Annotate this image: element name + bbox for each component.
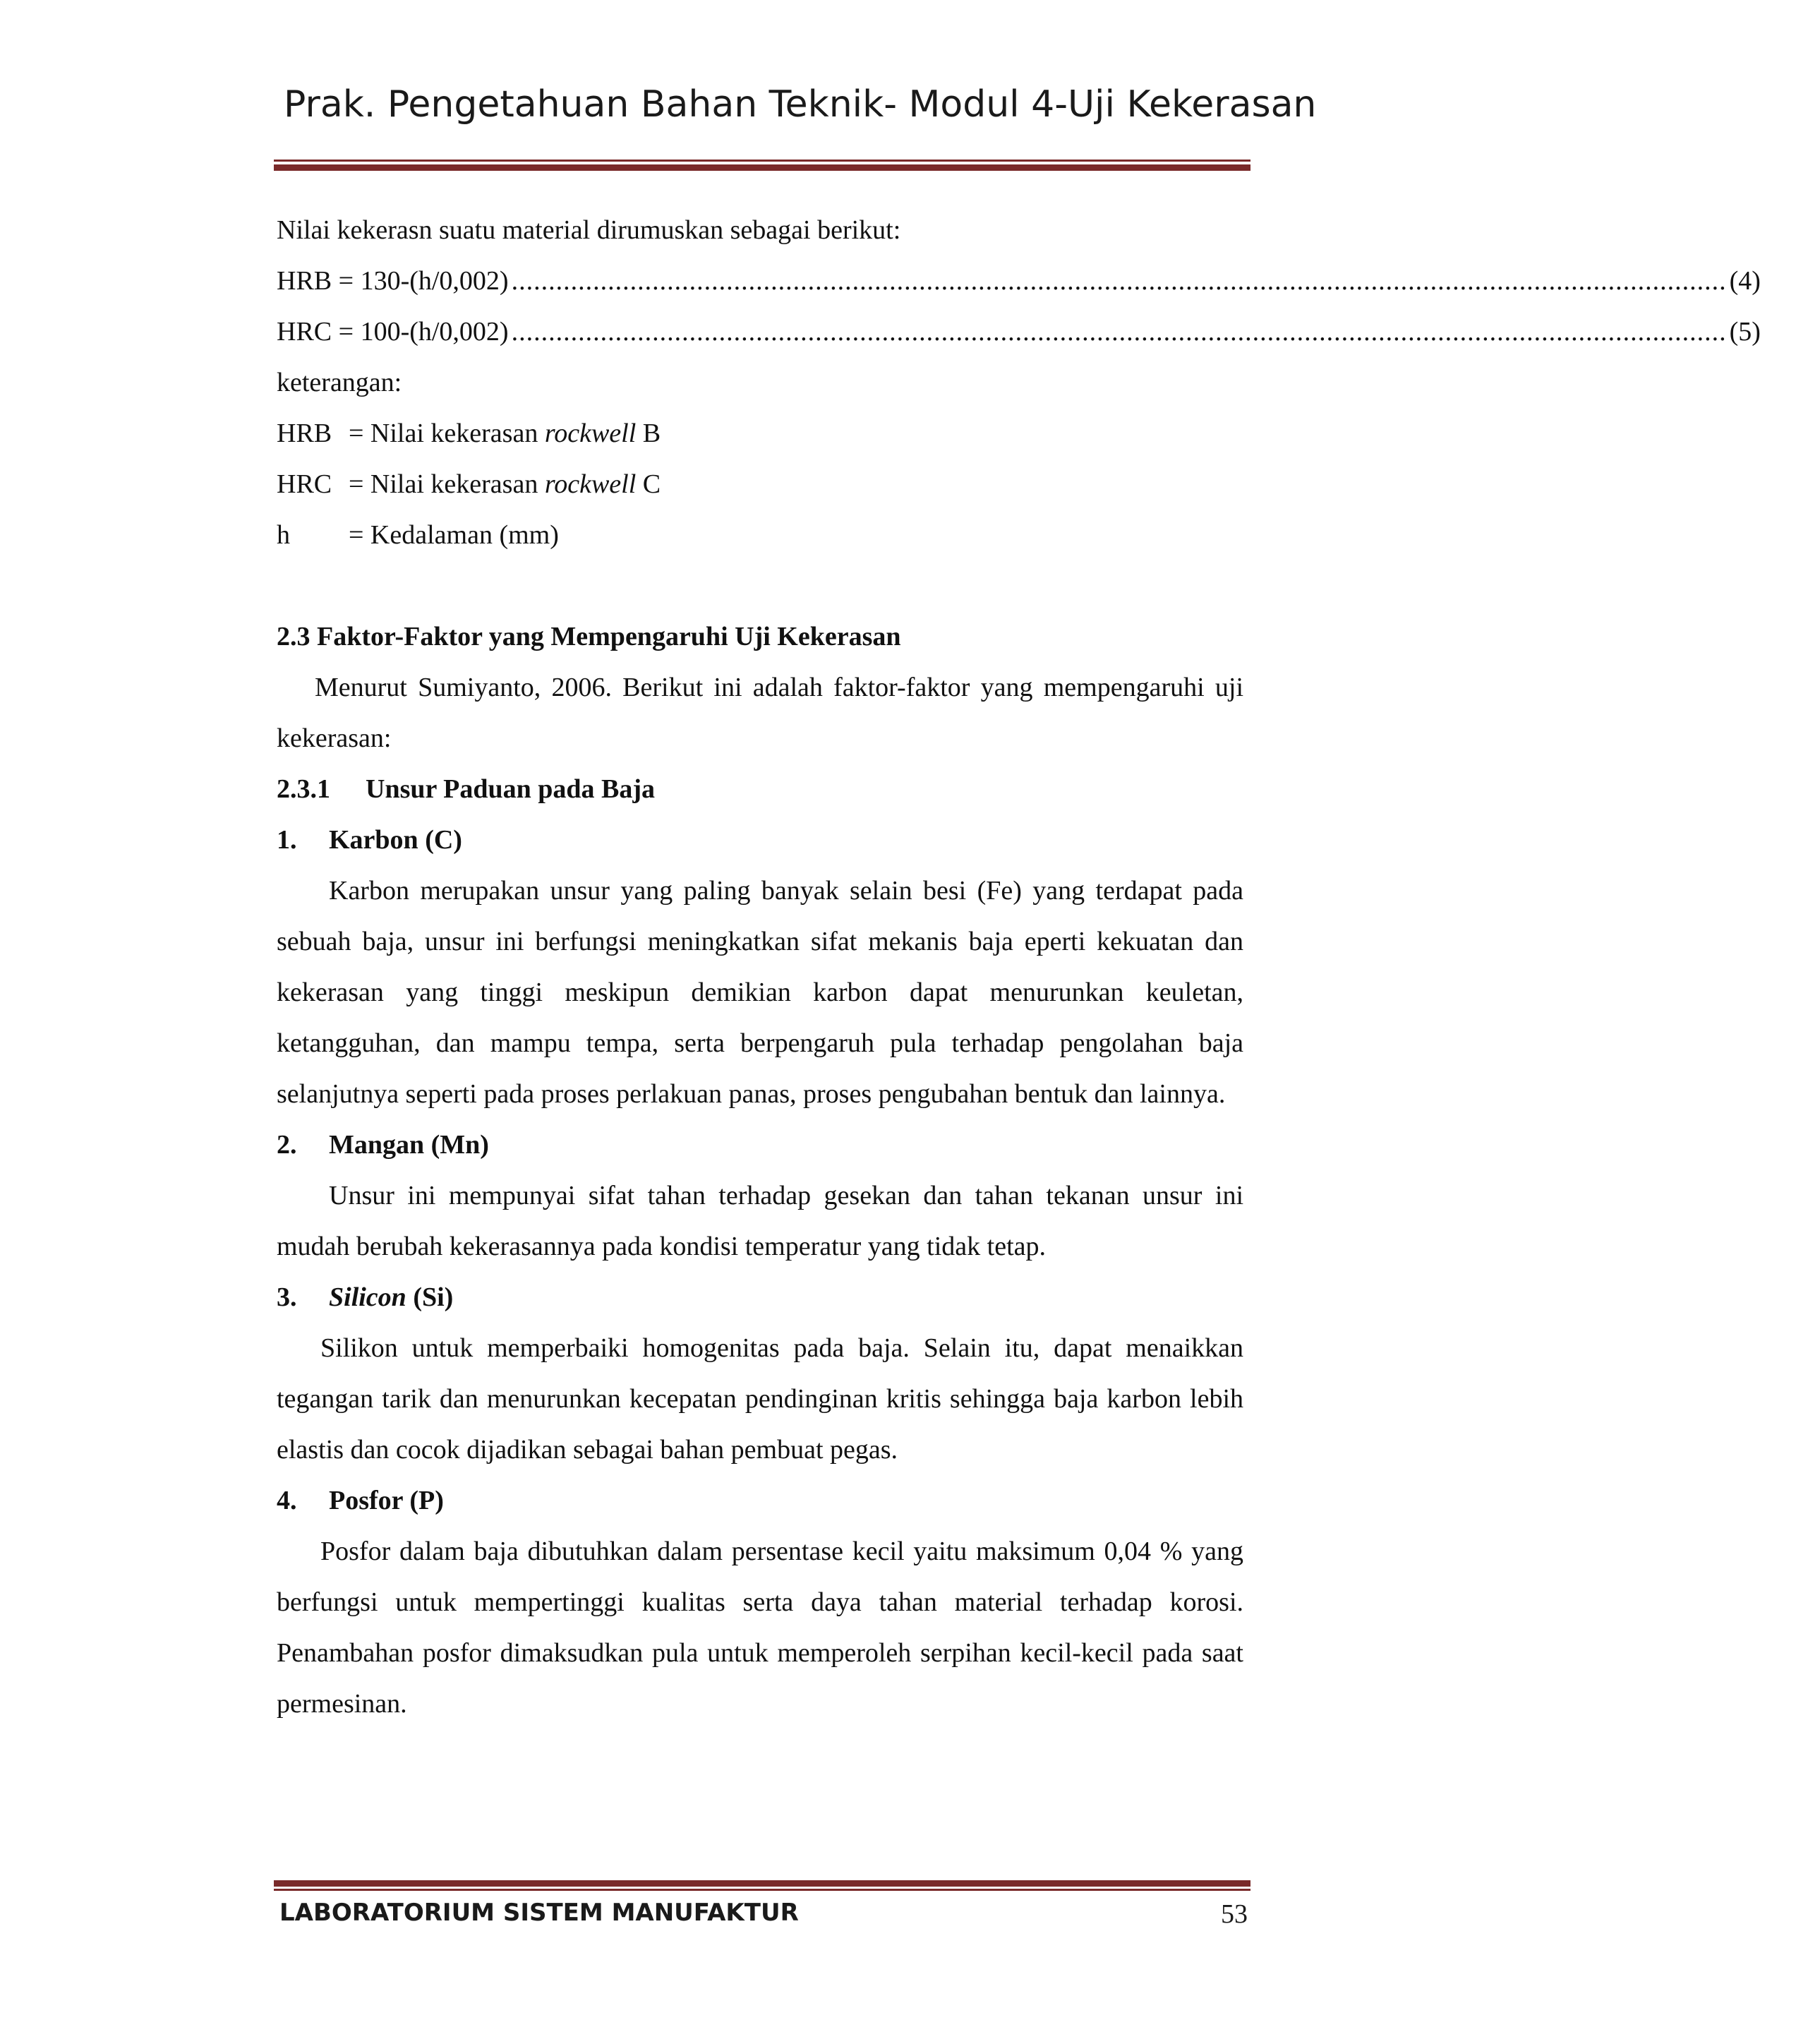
item-paragraph-mangan: Unsur ini mempunyai sifat tahan terhadap gesekan dan tahan tekanan unsur ini mudah berubah kekerasannya pada kondisi temperatur yang tidak tetap.	[277, 1181, 1243, 1261]
equation-hrc	[277, 306, 1761, 357]
subsection-heading	[277, 764, 1243, 814]
definition-term: HRC	[277, 469, 332, 499]
equation-hrb	[277, 256, 1761, 306]
item-title: Mangan (Mn)	[329, 1130, 489, 1160]
page-body	[277, 205, 1761, 1729]
definition-hrc	[277, 459, 1243, 510]
item-number: 4.	[277, 1486, 297, 1515]
section-intro-paragraph: Menurut Sumiyanto, 2006. Berikut ini adalah faktor-faktor yang mempengaruhi uji kekerasan:	[277, 673, 1243, 753]
definition-text: = Nilai kekerasan rockwell B	[349, 419, 661, 448]
footer-rule-thin	[274, 1889, 1250, 1891]
intro-line: Nilai kekerasn suatu material dirumuskan sebagai berikut:	[277, 215, 901, 245]
item-heading-carbon	[277, 814, 1243, 865]
item-title: Karbon (C)	[329, 825, 462, 855]
item-paragraph-silicon: Silikon untuk memperbaiki homogenitas pada baja. Selain itu, dapat menaikkan tegangan tarik dan menurunkan kecepatan pendinginan kritis sehingga baja karbon lebih elastis dan cocok dijadikan sebagai bahan pembuat pegas.	[277, 1333, 1243, 1465]
footer-lab-name: LABORATORIUM SISTEM MANUFAKTUR	[279, 1899, 799, 1927]
spacer	[277, 560, 1243, 611]
definition-text: = Kedalaman (mm)	[349, 520, 559, 550]
equation-number: (5)	[1729, 317, 1761, 347]
definition-hrb	[277, 408, 1243, 459]
footer-rule-thick	[274, 1880, 1250, 1887]
legend-label: keterangan:	[277, 368, 402, 397]
definition-text: = Nilai kekerasan rockwell C	[349, 469, 661, 499]
leader-dots: ....................................................................................................................................................................	[511, 266, 1727, 296]
page-number: 53	[1221, 1899, 1248, 1929]
item-heading-mangan	[277, 1119, 1243, 1170]
subsection-title: Unsur Paduan pada Baja	[366, 774, 656, 804]
definition-h	[277, 510, 1243, 560]
item-title: Silicon (Si)	[329, 1282, 454, 1312]
subsection-number: 2.3.1	[277, 774, 330, 804]
definition-term: h	[277, 520, 290, 550]
equation-number: (4)	[1729, 266, 1761, 296]
header-rule-thin	[274, 160, 1250, 162]
item-number: 1.	[277, 825, 297, 855]
item-number: 2.	[277, 1130, 297, 1160]
definition-term: HRB	[277, 419, 332, 448]
header-rule-thick	[274, 164, 1250, 171]
item-number: 3.	[277, 1282, 297, 1312]
item-paragraph-carbon: Karbon merupakan unsur yang paling banyak selain besi (Fe) yang terdapat pada sebuah baja, unsur ini berfungsi meningkatkan sifat mekanis baja eperti kekuatan dan kekerasan yang tinggi meskipun demikian karbon dapat menurunkan keuletan, ketangguhan, dan mampu tempa, serta berpengaruh pula terhadap pengolahan baja selanjutnya seperti pada proses perlakuan panas, proses pengubahan bentuk dan lainnya.	[277, 876, 1243, 1109]
item-heading-silicon	[277, 1272, 1243, 1323]
equation-formula: HRC = 100-(h/0,002)	[277, 317, 509, 347]
item-heading-posfor	[277, 1475, 1243, 1526]
equation-formula: HRB = 130-(h/0,002)	[277, 266, 509, 296]
item-paragraph-posfor: Posfor dalam baja dibutuhkan dalam persentase kecil yaitu maksimum 0,04 % yang berfungsi untuk mempertinggi kualitas serta daya tahan material terhadap korosi. Penambahan posfor dimaksudkan pula untuk memperoleh serpihan kecil-kecil pada saat permesinan.	[277, 1537, 1243, 1719]
leader-dots: ....................................................................................................................................................................	[511, 317, 1727, 347]
running-header-title: Prak. Pengetahuan Bahan Teknik- Modul 4-Uji Kekerasan	[284, 83, 1317, 126]
section-heading: 2.3 Faktor-Faktor yang Mempengaruhi Uji Kekerasan	[277, 622, 901, 651]
item-title: Posfor (P)	[329, 1486, 444, 1515]
